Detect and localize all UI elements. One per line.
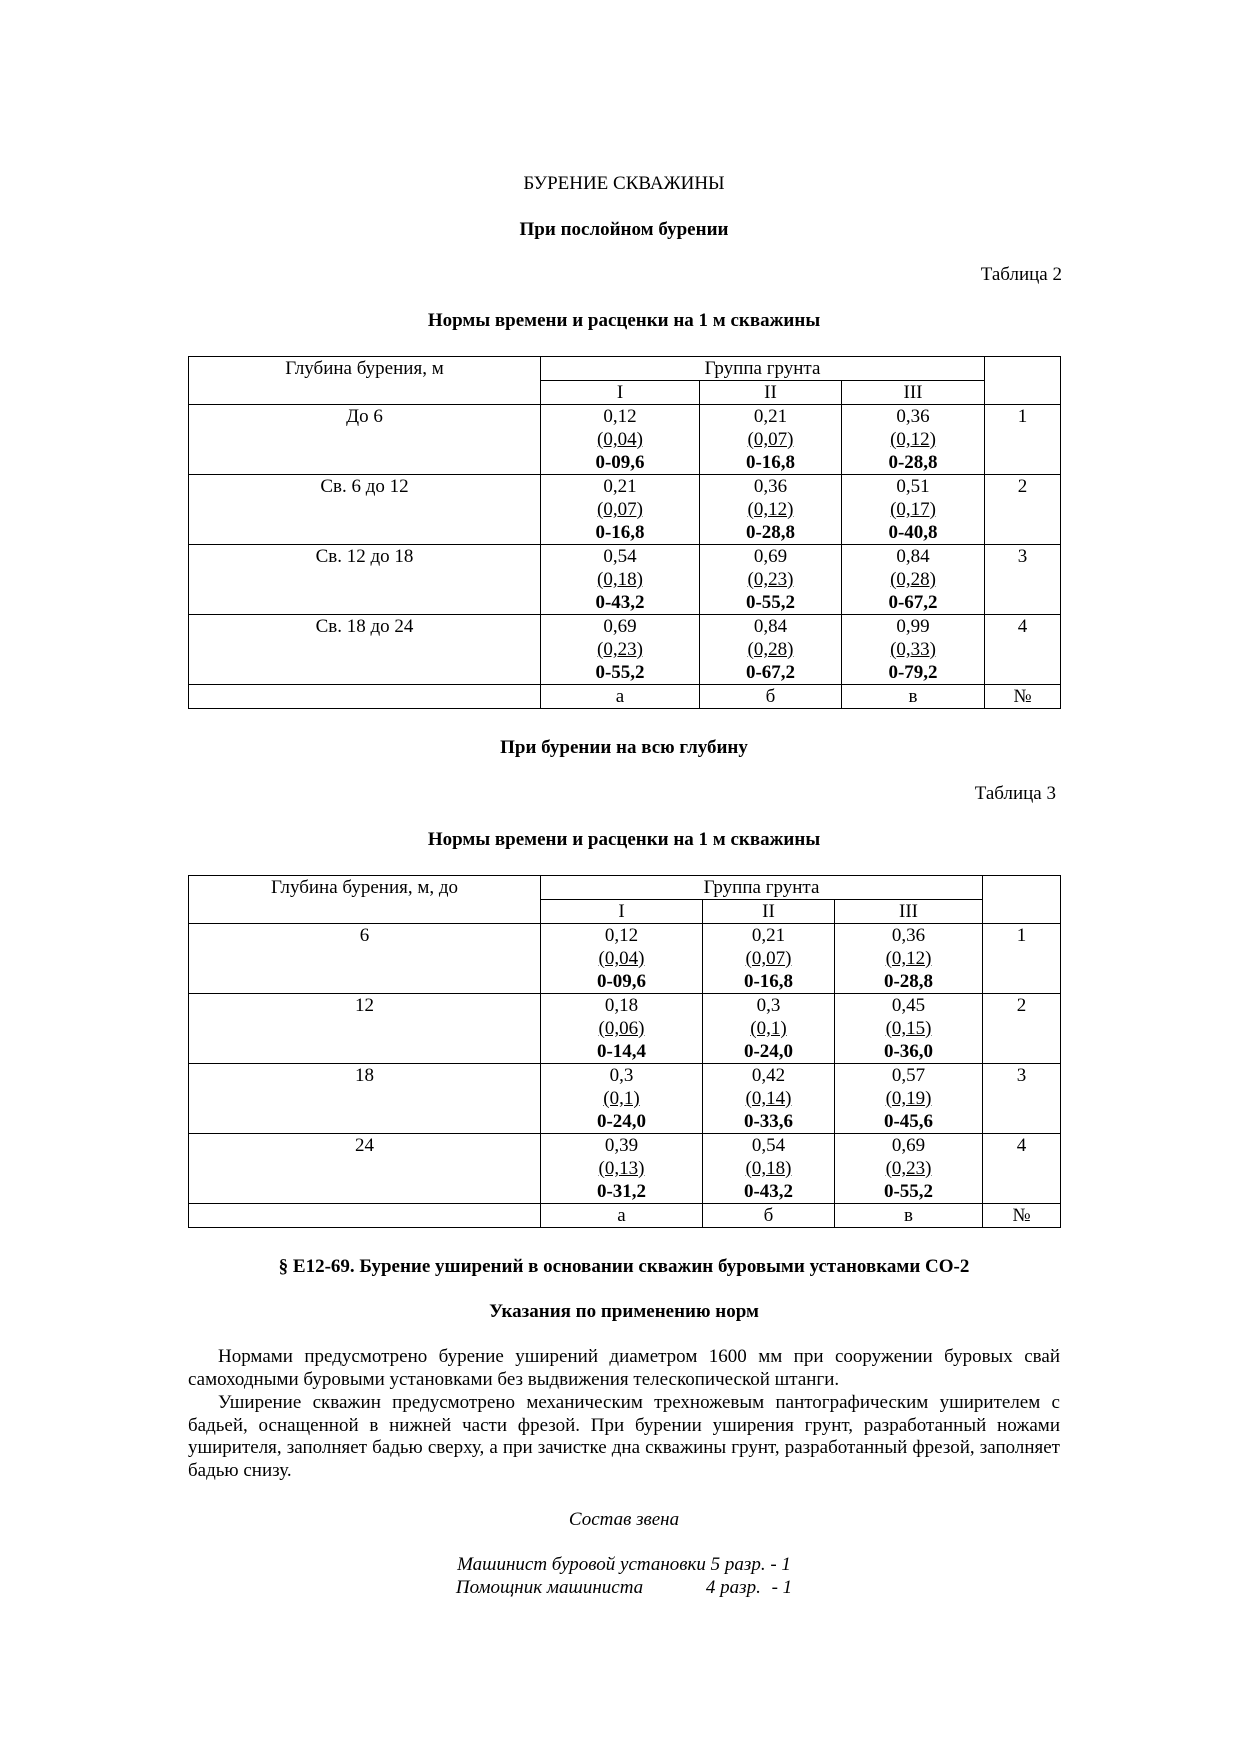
rate: 0-55,2 bbox=[883, 1181, 934, 1202]
rate: 0-67,2 bbox=[888, 592, 938, 613]
footer-empty bbox=[189, 1204, 541, 1228]
table-row bbox=[189, 1064, 1061, 1134]
footer-num: № bbox=[983, 1204, 1061, 1228]
time-norm: 0,54 bbox=[603, 546, 637, 567]
rate: 0-45,6 bbox=[883, 1111, 934, 1132]
footer-empty bbox=[189, 685, 541, 709]
header-soil-group: Группа грунта bbox=[541, 357, 985, 381]
norm-cell-group-3 bbox=[835, 994, 983, 1064]
header-empty bbox=[983, 876, 1061, 924]
machine-time: (0,04) bbox=[598, 948, 645, 969]
header-depth: Глубина бурения, м bbox=[189, 357, 541, 405]
machine-time: (0,07) bbox=[597, 499, 643, 520]
norm-cell-group-1 bbox=[541, 405, 700, 475]
footer-col-b: б bbox=[703, 1204, 835, 1228]
row-number: 3 bbox=[985, 545, 1061, 615]
machine-time: (0,23) bbox=[885, 1158, 932, 1179]
row-number: 3 bbox=[983, 1064, 1061, 1134]
paragraph-1: Нормами предусмотрено бурение уширений диаметром 1600 мм при сооружении буровых свай самоходными буровыми установками без выдвижения телескопической штанги. bbox=[188, 1346, 1060, 1390]
norm-cell-group-1 bbox=[541, 994, 703, 1064]
time-norm: 0,12 bbox=[604, 925, 639, 946]
rate: 0-55,2 bbox=[595, 662, 645, 683]
row-number: 2 bbox=[985, 475, 1061, 545]
norm-cell-group-2 bbox=[700, 475, 842, 545]
crew-grade: 5 разр. bbox=[710, 1554, 766, 1575]
rate: 0-28,8 bbox=[745, 522, 796, 543]
crew-title: Состав звена bbox=[568, 1509, 680, 1530]
rate: 0-28,8 bbox=[888, 452, 938, 473]
page-heading: БУРЕНИЕ СКВАЖИНЫ bbox=[523, 173, 725, 194]
depth-cell: Св. 6 до 12 bbox=[189, 475, 541, 545]
crew-item bbox=[188, 1576, 1060, 1599]
machine-time: (0,19) bbox=[885, 1088, 932, 1109]
norm-cell-group-3 bbox=[842, 405, 985, 475]
rate: 0-40,8 bbox=[888, 522, 938, 543]
norm-cell-group-3 bbox=[842, 615, 985, 685]
machine-time: (0,07) bbox=[747, 429, 794, 450]
norm-cell-group-3 bbox=[835, 1064, 983, 1134]
section3-title: § Е12-69. Бурение уширений в основании скважин буровыми установками СО-2 bbox=[278, 1256, 970, 1277]
machine-time: (0,15) bbox=[885, 1018, 932, 1039]
machine-time: (0,1) bbox=[750, 1018, 787, 1039]
time-norm: 0,3 bbox=[609, 1065, 634, 1086]
norm-cell-group-2 bbox=[700, 405, 842, 475]
norm-cell-group-2 bbox=[703, 994, 835, 1064]
machine-time: (0,13) bbox=[598, 1158, 645, 1179]
depth-cell: 24 bbox=[189, 1134, 541, 1204]
time-norm: 0,69 bbox=[891, 1135, 926, 1156]
row-number: 4 bbox=[985, 615, 1061, 685]
time-norm: 0,3 bbox=[756, 995, 781, 1016]
machine-time: (0,23) bbox=[747, 569, 794, 590]
norms-table-2 bbox=[188, 356, 1061, 709]
norm-cell-group-3 bbox=[842, 545, 985, 615]
rate: 0-16,8 bbox=[745, 452, 796, 473]
row-number: 4 bbox=[983, 1134, 1061, 1204]
rate: 0-24,0 bbox=[596, 1111, 647, 1132]
time-norm: 0,45 bbox=[891, 995, 926, 1016]
machine-time: (0,12) bbox=[890, 429, 936, 450]
machine-time: (0,12) bbox=[885, 948, 932, 969]
norm-cell-group-3 bbox=[842, 475, 985, 545]
norms-table-3 bbox=[188, 875, 1061, 1228]
crew-count: - 1 bbox=[771, 1577, 793, 1598]
time-norm: 0,84 bbox=[896, 546, 930, 567]
rate: 0-09,6 bbox=[595, 452, 645, 473]
time-norm: 0,21 bbox=[603, 476, 637, 497]
time-norm: 0,54 bbox=[751, 1135, 786, 1156]
rate: 0-31,2 bbox=[596, 1181, 647, 1202]
section3-subtitle: Указания по применению норм bbox=[489, 1301, 759, 1322]
table-row bbox=[189, 924, 1061, 994]
header-group-1: I bbox=[541, 900, 703, 924]
depth-cell: До 6 bbox=[189, 405, 541, 475]
header-depth: Глубина бурения, м, до bbox=[189, 876, 541, 924]
rate: 0-16,8 bbox=[595, 522, 645, 543]
row-number: 1 bbox=[983, 924, 1061, 994]
header-soil-group: Группа грунта bbox=[541, 876, 983, 900]
machine-time: (0,07) bbox=[745, 948, 792, 969]
header-group-3: III bbox=[835, 900, 983, 924]
table-row bbox=[189, 405, 1061, 475]
machine-time: (0,17) bbox=[890, 499, 936, 520]
time-norm: 0,99 bbox=[896, 616, 930, 637]
time-norm: 0,12 bbox=[603, 406, 637, 427]
footer-col-a: а bbox=[541, 685, 700, 709]
row-number: 2 bbox=[983, 994, 1061, 1064]
table-row bbox=[189, 475, 1061, 545]
machine-time: (0,33) bbox=[890, 639, 936, 660]
header-group-3: III bbox=[842, 381, 985, 405]
machine-time: (0,18) bbox=[745, 1158, 792, 1179]
table3-label: Таблица 3 bbox=[974, 783, 1056, 804]
norm-cell-group-1 bbox=[541, 545, 700, 615]
crew-count: - 1 bbox=[770, 1554, 791, 1575]
norm-cell-group-2 bbox=[700, 545, 842, 615]
machine-time: (0,06) bbox=[598, 1018, 645, 1039]
header-empty bbox=[985, 357, 1061, 405]
time-norm: 0,36 bbox=[896, 406, 930, 427]
time-norm: 0,69 bbox=[753, 546, 788, 567]
table2-title: Нормы времени и расценки на 1 м скважины bbox=[427, 310, 821, 331]
norm-cell-group-3 bbox=[835, 924, 983, 994]
footer-col-a: а bbox=[541, 1204, 703, 1228]
norm-cell-group-1 bbox=[541, 1064, 703, 1134]
time-norm: 0,18 bbox=[604, 995, 639, 1016]
time-norm: 0,51 bbox=[896, 476, 930, 497]
time-norm: 0,21 bbox=[751, 925, 786, 946]
rate: 0-28,8 bbox=[883, 971, 934, 992]
rate: 0-79,2 bbox=[888, 662, 938, 683]
table-row bbox=[189, 545, 1061, 615]
header-group-1: I bbox=[541, 381, 700, 405]
rate: 0-24,0 bbox=[743, 1041, 794, 1062]
section1-subtitle: При послойном бурении bbox=[519, 219, 729, 240]
norm-cell-group-2 bbox=[700, 615, 842, 685]
machine-time: (0,04) bbox=[597, 429, 643, 450]
depth-cell: 18 bbox=[189, 1064, 541, 1134]
machine-time: (0,23) bbox=[597, 639, 643, 660]
time-norm: 0,84 bbox=[753, 616, 788, 637]
machine-time: (0,28) bbox=[747, 639, 794, 660]
norm-cell-group-2 bbox=[703, 1134, 835, 1204]
norm-cell-group-1 bbox=[541, 615, 700, 685]
depth-cell: 6 bbox=[189, 924, 541, 994]
time-norm: 0,69 bbox=[603, 616, 637, 637]
rate: 0-36,0 bbox=[883, 1041, 934, 1062]
norm-cell-group-2 bbox=[703, 1064, 835, 1134]
machine-time: (0,1) bbox=[603, 1088, 640, 1109]
time-norm: 0,21 bbox=[753, 406, 788, 427]
crew-role: Машинист буровой установки bbox=[457, 1554, 706, 1575]
time-norm: 0,36 bbox=[753, 476, 788, 497]
norm-cell-group-1 bbox=[541, 924, 703, 994]
footer-num: № bbox=[985, 685, 1061, 709]
table-row bbox=[189, 615, 1061, 685]
crew-grade: 4 разр. bbox=[705, 1577, 761, 1598]
norm-cell-group-2 bbox=[703, 924, 835, 994]
crew-item bbox=[188, 1553, 1060, 1576]
rate: 0-67,2 bbox=[745, 662, 796, 683]
header-group-2: II bbox=[700, 381, 842, 405]
machine-time: (0,18) bbox=[597, 569, 643, 590]
rate: 0-16,8 bbox=[743, 971, 794, 992]
depth-cell: 12 bbox=[189, 994, 541, 1064]
time-norm: 0,36 bbox=[891, 925, 926, 946]
machine-time: (0,12) bbox=[747, 499, 794, 520]
rate: 0-55,2 bbox=[745, 592, 796, 613]
norm-cell-group-1 bbox=[541, 1134, 703, 1204]
machine-time: (0,28) bbox=[890, 569, 936, 590]
depth-cell: Св. 18 до 24 bbox=[189, 615, 541, 685]
rate: 0-43,2 bbox=[595, 592, 645, 613]
norm-cell-group-1 bbox=[541, 475, 700, 545]
row-number: 1 bbox=[985, 405, 1061, 475]
time-norm: 0,57 bbox=[891, 1065, 926, 1086]
crew-list bbox=[188, 1553, 1060, 1599]
table-row bbox=[189, 1134, 1061, 1204]
header-group-2: II bbox=[703, 900, 835, 924]
rate: 0-14,4 bbox=[596, 1041, 647, 1062]
rate: 0-33,6 bbox=[743, 1111, 794, 1132]
time-norm: 0,39 bbox=[604, 1135, 639, 1156]
norm-cell-group-3 bbox=[835, 1134, 983, 1204]
time-norm: 0,42 bbox=[751, 1065, 786, 1086]
rate: 0-43,2 bbox=[743, 1181, 794, 1202]
footer-col-c: в bbox=[835, 1204, 983, 1228]
table3-title: Нормы времени и расценки на 1 м скважины bbox=[427, 829, 821, 850]
table2-label: Таблица 2 bbox=[980, 264, 1062, 285]
depth-cell: Св. 12 до 18 bbox=[189, 545, 541, 615]
paragraph-2: Уширение скважин предусмотрено механическим трехножевым пантографическим уширителем с бадьей, оснащенной в нижней части фрезой. При бурении уширения грунт, разработанный ножами уширителя, заполняет бадью сверху, а при зачистке дна скважины грунт, разработанный фрезой, заполняет бадью снизу. bbox=[188, 1392, 1060, 1481]
footer-col-c: в bbox=[842, 685, 985, 709]
section2-subtitle: При бурении на всю глубину bbox=[500, 737, 748, 758]
rate: 0-09,6 bbox=[596, 971, 647, 992]
machine-time: (0,14) bbox=[745, 1088, 792, 1109]
footer-col-b: б bbox=[700, 685, 842, 709]
crew-role: Помощник машиниста bbox=[455, 1577, 644, 1598]
table-row bbox=[189, 994, 1061, 1064]
